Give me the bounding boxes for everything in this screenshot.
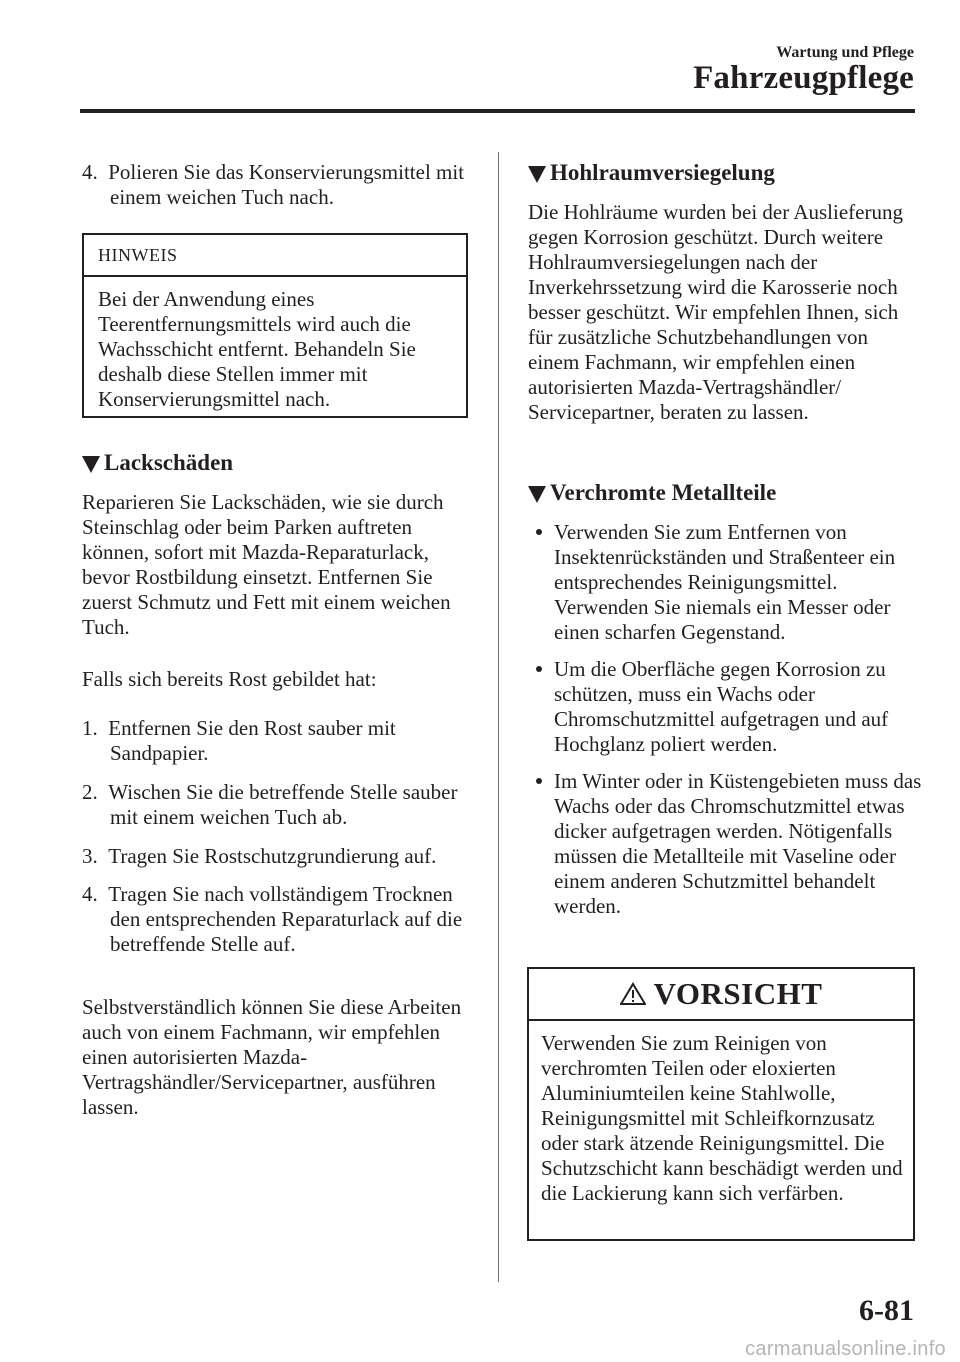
rust-step [82, 780, 474, 830]
bullet-icon [536, 778, 542, 784]
note-heading: HINWEIS [84, 235, 466, 277]
note-box [82, 233, 468, 418]
paint-damage-closing: Selbstverständlich können Sie diese Arbeiten auch von einem Fachmann, wir empfehlen einen autorisierten Mazda-Vertragshändler/Servicepartner, ausführen lassen. [82, 995, 462, 1119]
chrome-bullet-text: Im Winter oder in Küstengebieten muss das Wachs oder das Chromschutzmittel etwas dicker aufgetragen werden. Nötigenfalls müssen die Metallteile mit Vaseline oder einem anderen Schutzmittel behandelt werden. [554, 769, 922, 918]
rust-step-text: Wischen Sie die betreffende Stelle sauber mit einem weichen Tuch ab. [108, 780, 458, 829]
rust-step-number: 4. [82, 882, 98, 906]
header-rule [80, 109, 915, 113]
rust-step [82, 716, 474, 766]
cavity-body: Die Hohlräume wurden bei der Auslieferung gegen Korrosion geschützt. Durch weitere Hohlraumversiegelungen nach der Inverkehrssetzung wird die Karosserie noch besser geschützt. Wir empfehlen Ihnen, sich für zusätzliche Schutzbehandlungen von einem Fachmann, wir empfehlen einen autorisierten Mazda-Vertragshändler/ Servicepartner, beraten zu lassen. [528, 200, 903, 424]
section-triangle-icon [82, 456, 100, 473]
cavity-heading [528, 159, 775, 187]
chrome-heading [528, 479, 776, 507]
rust-step-number: 2. [82, 780, 98, 804]
caution-body: Verwenden Sie zum Reinigen von verchromten Teilen oder eloxierten Aluminiumteilen keine Stahlwolle, Reinigungsmittel mit Schleifkornzusatz oder stark ätzende Reinigungsmittel. Die Schutzschicht kann beschädigt werden und die Lackierung kann sich verfärben. [541, 1031, 903, 1205]
page-number: 6-81 [859, 1294, 914, 1327]
rust-step-text: Tragen Sie Rostschutzgrundierung auf. [108, 844, 437, 868]
chrome-bullet [532, 657, 922, 757]
bullet-icon [536, 529, 542, 535]
rust-step-text: Tragen Sie nach vollständigem Trocknen den entsprechenden Reparaturlack auf die betreffende Stelle auf. [108, 882, 463, 956]
paint-damage-intro: Reparieren Sie Lackschäden, wie sie durch Steinschlag oder beim Parken auftreten können, sofort mit Mazda-Reparaturlack, bevor Rostbildung einsetzt. Entfernen Sie zuerst Schmutz und Fett mit einem weichen Tuch. [82, 490, 451, 639]
bullet-icon [536, 666, 542, 672]
chrome-bullet-text: Verwenden Sie zum Entfernen von Insektenrückständen und Straßenteer ein entsprechendes Reinigungsmittel. Verwenden Sie niemals ein Messer oder einen scharfen Gegenstand. [554, 520, 896, 644]
caution-heading [529, 969, 913, 1021]
polish-step [82, 160, 474, 210]
chrome-heading-text: Verchromte Metallteile [550, 480, 777, 505]
rust-step [82, 844, 474, 869]
column-divider [498, 152, 499, 1282]
paint-damage-heading-text: Lackschäden [104, 450, 234, 475]
watermark: carmanualsonline.info [745, 1338, 946, 1360]
caution-box [527, 967, 915, 1241]
rust-step-number: 1. [82, 716, 98, 740]
rust-lead: Falls sich bereits Rost gebildet hat: [82, 667, 377, 691]
section-triangle-icon [528, 166, 546, 183]
chrome-bullet-text: Um die Oberfläche gegen Korrosion zu schützen, muss ein Wachs oder Chromschutzmittel aufgetragen und auf Hochglanz poliert werden. [554, 657, 889, 756]
rust-step-number: 3. [82, 844, 98, 868]
warning-icon [620, 982, 646, 1006]
cavity-heading-text: Hohlraumversiegelung [550, 160, 775, 185]
section-triangle-icon [528, 486, 546, 503]
paint-damage-heading [82, 449, 233, 477]
page-title: Fahrzeugpflege [693, 60, 914, 96]
section-label: Wartung und Pflege [776, 44, 914, 61]
rust-step [82, 882, 474, 957]
note-body: Bei der Anwendung eines Teerentfernungsmittels wird auch die Wachsschicht entfernt. Behandeln Sie deshalb diese Stellen immer mit Konservierungsmittel nach. [98, 287, 416, 411]
polish-step-text: Polieren Sie das Konservierungsmittel mit einem weichen Tuch nach. [108, 160, 465, 209]
polish-step-number: 4. [82, 160, 98, 184]
caution-heading-text: VORSICHT [653, 976, 823, 1011]
chrome-bullet [532, 769, 922, 919]
chrome-bullet [532, 520, 922, 645]
rust-step-text: Entfernen Sie den Rost sauber mit Sandpapier. [108, 716, 396, 765]
